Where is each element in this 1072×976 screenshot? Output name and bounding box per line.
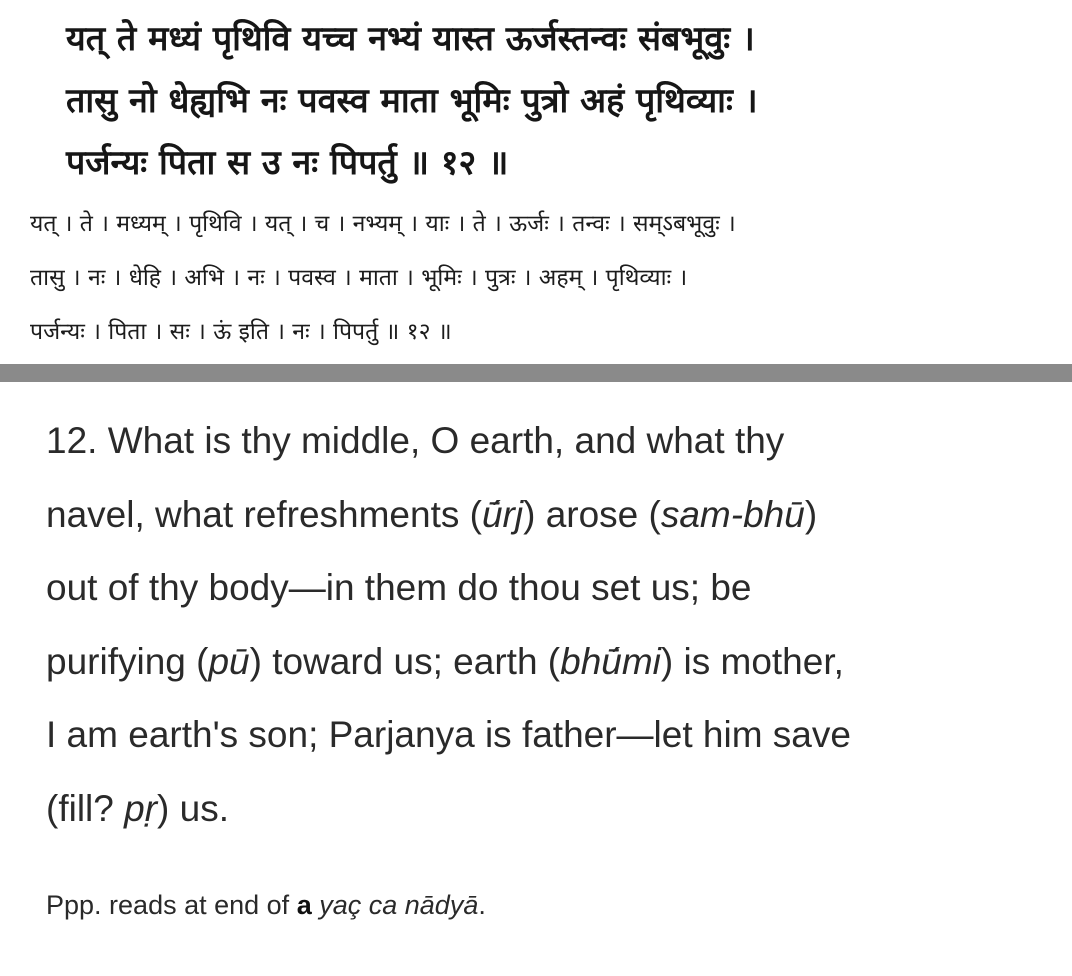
- translation-text: out of thy body—in them do thou set us; be: [46, 567, 752, 608]
- pada-line-2: तासु । नः । धेहि । अभि । नः । पवस्व । माता । भूमिः । पुत्रः । अहम् । पृथिव्याः ।: [30, 265, 688, 291]
- translation-text: purifying (: [46, 640, 209, 682]
- sanskrit-term: pṛ: [124, 787, 158, 829]
- translation-line-6: [46, 772, 1046, 846]
- translation-text: 12. What is thy middle, O earth, and what thy: [46, 420, 785, 461]
- note-text: Ppp. reads at end of: [46, 890, 297, 920]
- translation-text: ) arose (: [523, 493, 661, 535]
- translation-line-3: [46, 551, 1046, 625]
- translation-line-1: [46, 404, 1046, 478]
- section-divider: [0, 364, 1072, 382]
- samhita-line-1: यत् ते मध्यं पृथिवि यच्च नभ्यं यास्त ऊर्जस्तन्वः संबभूवुः ।: [66, 19, 755, 59]
- translation-text: ) toward us; earth (: [249, 640, 561, 682]
- translation-text: ) us.: [157, 787, 229, 829]
- translation-text: (fill?: [46, 787, 125, 829]
- sanskrit-term: sam-bhū: [660, 493, 805, 535]
- variant-reading: yaç ca nādyā: [319, 890, 479, 920]
- sanskrit-term: ū́rj: [481, 493, 524, 535]
- translation-text: I am earth's son; Parjanya is father—let him save: [46, 714, 851, 755]
- translation-line-4: [46, 625, 1046, 699]
- translation-text: ): [804, 493, 818, 535]
- pada-marker: a: [296, 890, 312, 920]
- sanskrit-term: pū: [208, 640, 250, 682]
- pada-line-3: पर्जन्यः । पिता । सः । ऊं इति । नः । पिपर्तु ॥ १२ ॥: [30, 319, 452, 345]
- translation-line-2: [46, 478, 1046, 552]
- translation-line-5: [46, 698, 1046, 772]
- sanskrit-term: bhū́mi: [560, 640, 661, 682]
- translation-text: navel, what refreshments (: [46, 493, 482, 535]
- pada-line-1: यत् । ते । मध्यम् । पृथिवि । यत् । च । नभ्यम् । याः । ते । ऊर्जः । तन्वः । सम्ऽबभूवुः ।: [30, 211, 736, 237]
- translation-text: ) is mother,: [660, 640, 844, 682]
- note-text: .: [478, 890, 486, 920]
- samhita-line-3: पर्जन्यः पिता स उ नः पिपर्तु ॥ १२ ॥: [66, 143, 509, 183]
- sanskrit-verse-scan: [0, 0, 1072, 364]
- ppp-variant-note: [46, 890, 1046, 921]
- samhita-line-2: तासु नो धेह्यभि नः पवस्व माता भूमिः पुत्रो अहं पृथिव्याः ।: [66, 81, 758, 121]
- verse-translation: [46, 404, 1046, 845]
